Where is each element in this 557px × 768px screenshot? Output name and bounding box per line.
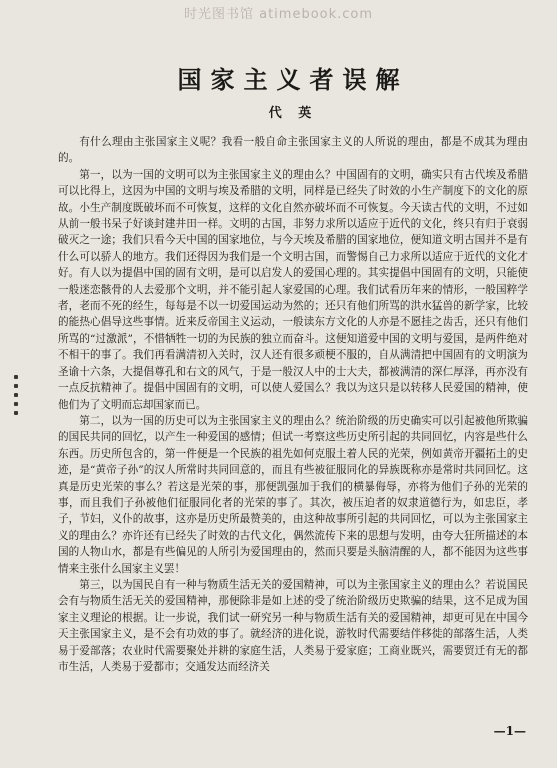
article-body [58, 134, 528, 675]
paragraph-spirit: 第三，以为国民自有一种与物质生活无关的爱国精神，可以为主张国家主义的理由么？若说国民会有与物质生活无关的爱国精神，那便除非是如上述的受了统治阶级历史欺骗的结果，这不足成为国家主义理论的根据。让一步说，我们试一研究另一种与物质生活有关的爱国精神，却更可见在中国今天主张国家主义，是不会有功效的事了。就经济的进化说，游牧时代需要结伴移徙的部落生活，人类易于爱部落；农业时代需要聚处并耕的家庭生活，人类易于爱家庭；工商业既兴，需要贸迁有无的都市生活，人类易于爱都市；交通发达而经济关 [58, 578, 528, 673]
watermark: 时光图书馆 atimebook.com [183, 6, 374, 22]
document-page [58, 34, 528, 754]
paragraph-history: 第二，以为一国的历史可以为主张国家主义的理由么？统治阶级的历史确实可以引起被他所欺骗的国民共同的回忆，以产生一种爱国的感情；但试一考察这些历史所引起的共同回忆，内容是些什么东西。历史所包含的，第一件便是一个民族的祖先如何克服土着人民的光荣，例如黄帝开疆拓土的史迹，是“黄帝子孙”的汉人所常时共同回意的，而且有些被征服同化的异族既称亦是常时共同回忆。这真是历史光荣的事么？若这是光荣的事，那便凯强加于我们的横暴侮辱，亦将为他们子孙的光荣的事，而且我们子孙被他们征服同化者的光荣的事了。其次，被压迫者的奴隶道德行为，如忠臣，孝子，节妇，义仆的故事，这亦是历史所最赞美的，由这种故事所引起的共同回忆，可以为主张国家主义的理由么？亦许还有已经失了时效的古代文化，偶然流传下来的思想与发明，由夸大狂所描述的本国的人物山水，都是有些偏见的人所引为爱国理由的，然而只要是头脑清醒的人，都不能因为这些事情来主张什么国家主义罢！ [58, 414, 528, 575]
page-number: —1— [493, 724, 526, 738]
scan-artifact [14, 372, 20, 432]
article-title: 国家主义者误解 [177, 65, 409, 94]
paragraph-intro: 有什么理由主张国家主义呢？我看一般自命主张国家主义的人所说的理由，都是不成其为理由的。 [58, 136, 528, 165]
article-author: 代 英 [268, 106, 318, 121]
paragraph-civilization: 第一，以为一国的文明可以为主张国家主义的理由么？中国固有的文明，确实只有古代埃及希腊可以比得上，这因为中国的文明与埃及希腊的文明，同样是已经失了时效的小生产制度下的文化的原故。小生产制度既破坏而不可恢复，这样的文化自然亦破坏而不可恢复。今天读古代的文明，不过如从前一般书呆子好谈封建井田一样。文明的古国，非努力求所以适应于近代的文化，终只有归于衰弱破灭之一途；我们只看今天中国的国家地位，与今天埃及希腊的国家地位，便知道文明古国并不是有什么可以骄人的地方。我们还得因为我们是一个文明古国，而警惕自己力求所以适应于近代的文化才好。有人以为提倡中国的固有文明，是可以启发人的爱国心理的。其实提倡中国固有的文明，只能使一般迷恋骸骨的人去爱那个文明，并不能引起人家爱国的心理。我们试看历年来的情形，一般国粹学者，老而不死的经生，每每是不以一切爱国运动为然的；还只有他们所骂的洪水猛兽的新学家，比较的能热心倡导这些事情。近来反帝国主义运动，一般读东方文化的人亦是不愿挂之齿舌，还只有他们所骂的“过激派”，不惜牺牲一切的为民族的独立而奋斗。这便知道爱中国的文明与爱国，是两件绝对不相干的事了。我们再看满清初入关时，汉人还有很多顽梗不服的，自从满清把中国固有的文明演为圣谕十六条，大提倡尊孔和右文的风气，于是一般汉人中的士大夫，都被满清的深仁厚泽，再亦没有一点反抗精神了。提倡中国固有的文明，可以使人爱国么？我以为这只是以转移人民爱国的精神，使他们为了文明而忘却国家而已。 [58, 168, 528, 411]
